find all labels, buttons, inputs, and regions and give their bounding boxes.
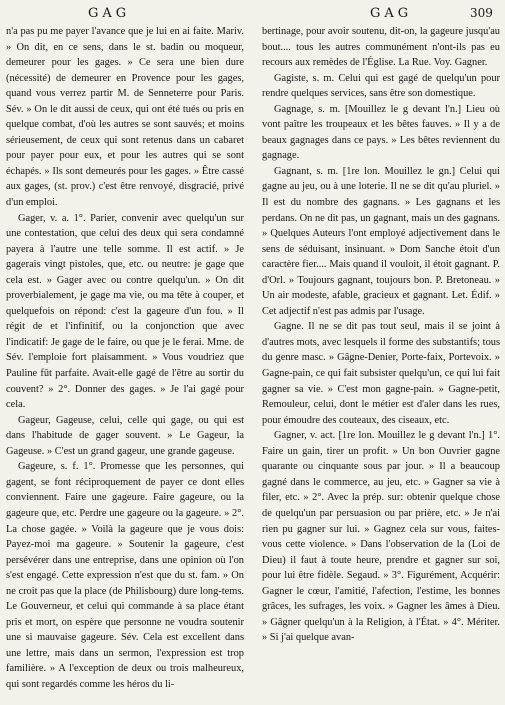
entry-gager: Gager, v. a. 1°. Parier, convenir avec quelqu'un sur une contestation, que celui des deux qui sera condamné payera à l'autre une telle somme. Il est actif. » Je gagerais vingt pistoles, que, etc. ou neutre: je gage que cela est. » Gager avec ou contre quelqu'un. » On dit proverbialement, je gage ma vie, ou ma tête à couper, et quelquefois on répond: c'est la gageure d'un fou. » Il régit de et l'infinitif, ou la conjonction que avec l'indicatif: Je gage de le faire, ou que je le ferai. Mme. de Sév. l'emploie fort plaisamment. » Vous voudriez que Pauline fût parfaite. Avait-elle gagé de l'être au sortir du couvent? » 2°. Donner des gages. » Je l'ai gagé pour cela. [6, 212, 244, 411]
entry-gageure: Gageure, s. f. 1°. Promesse que les personnes, qui gagent, se font réciproquement de payer ce dont elles conviennent. Faire une gageure. Faire gageure, ou la gageure que, etc. Perdre une gageure ou la gageure. » 2°. La chose gagée. » Voilà la gageure que je vous dois: Payez-moi ma gageure. » Soutenir la gageure, c'est persévérer dans une entreprise, dans une opinion où l'on s'est engagé. Cette expression n'est que du st. fam. » On ne croit pas que la place (de Philisbourg) dure long-tems. Le Gouverneur, et celui qui commande à sa place étant pris et mort, on espère que personne ne voudra soutenir une si mauvaise gageure. Sév. Cela est excellent dans une lettre, mais dans un sermon, l'expression est trop familière. » A l'exception de deux ou trois malheureux, qui sont regardés comme les héros du li- [6, 461, 244, 690]
header-left-word: GAG [88, 6, 131, 21]
entry-gagiste: Gagiste, s. m. Celui qui est gagé de quelqu'un pour rendre quelques services, sans être son domestique. [262, 72, 500, 100]
entry-gageur: Gageur, Gageuse, celui, celle qui gage, ou qui est dans l'habitude de gager souvent. » Le Gageur, la Gageuse. » C'est un grand gageur, une grande gageuse. [6, 414, 244, 457]
entry-gagner: Gagner, v. act. [1re lon. Mouillez le g devant l'n.] 1°. Faire un gain, tirer un profit. » Un bon Ouvrier gagne quarante ou cinquante sous par jour. » Il a beaucoup gagné dans le commerce, au jeu, etc. » Gagner sa vie à filer, etc. » 2°. Avec la prép. sur: obtenir quelque chose de quelqu'un par persuasion ou par prière, etc. » Je n'ai rien pu gagner sur lui. » Gagnez cela sur vous, faites-vous cette violence. » Dans l'observation de la (Loi de Dieu) il faut à toute heure, prendre et gagner sur soi, pour lui être fidèle. Segaud. » 3°. Figurément, Acquérir: Gagner le cœur, l'amitié, l'afection, l'estime, les bonnes grâces, les sufrages, les voix. » Gagner les âmes à Dieu. » Gâgner quelqu'un à la Religion, à l'État. » 4°. Mériter. » Si j'ai quelque avan- [262, 430, 500, 644]
entry-continuation-gageure: bertinage, pour avoir soutenu, dit-on, la gageure jusqu'au bout.... tous les autres communément n'ont-ils pas eu recours aux remèdes de l'Église. La Rue. Voy. Gagner. [262, 26, 500, 69]
header-right-word: GAG [370, 6, 413, 21]
entry-continuation-gages: n'a pas pu me payer l'avance que je lui en ai faite. Mariv. » On dit, en ce sens, dans le st. badin ou moqueur, demeurer pour les gages. » Ce sera une bien dure (nécessité) de demeurer en Provence pour les gages, quand vous verrez partir M. de Senneterre pour Paris. Sév. » On le dit aussi de ceux, qui ont été tués ou pris en quelque combat, d'où les autres se sont sauvés; et moins sérieusement, de ceux qui sont retenus dans un cabaret pour payer pour eux, et pour les autres qui se sont échapés. » Ils sont demeurés pour les gages. » Être cassé aux gages, (st. prov.) c'est être renvoyé, disgracié, privé d'un emploi. [6, 26, 244, 209]
entry-gagne: Gagne. Il ne se dit pas tout seul, mais il se joint à d'autres mots, avec lesquels il forme des substantifs; tous du genre masc. » Gâgne-Denier, Porte-faix, Portevoix. » Gagne-pain, ce qui fait subsister quelqu'un, ce qui lui fait gagner sa vie. » C'est mon gagne-pain. » Gagne-petit, Remouleur, celui, dont le métier est d'aler dans les rues, pour émoudre des couteaux, des ciseaux, etc. [262, 321, 500, 426]
right-column [262, 24, 500, 700]
left-column [6, 24, 244, 700]
running-header [0, 4, 505, 24]
entry-gagnant: Gagnant, s. m. [1re lon. Mouillez le gn.] Celui qui gagne au jeu, ou à une loterie. Il ne se dit qu'au pluriel. » Il est du nombre des gagnans. » Les gagnans et les perdans. On ne dit pas, un gagnant, mais un des gagnans. » Quelques Auteurs l'ont employé adjectivement dans le sens de séduisant, insinuant. » Dom Sanche étoit d'un caractère fier.... Mais quand il vouloit, il étoit gagnant. P. d'Orl. » Toujours gagnant, toujours bon. P. Bretoneau. » Un air modeste, afable, gracieux et gagnant. Let. Édif. » Cet adjectif n'est pas admis par l'usage. [262, 165, 500, 317]
entry-gagnage: Gagnage, s. m. [Mouillez le g devant l'n.] Lieu où vont paître les troupeaux et les bêtes fauves. » Il y a de beaux gagnages dans ce pays. » Les bêtes reviennent du gagnage. [262, 103, 500, 162]
page-number: 309 [470, 6, 493, 20]
